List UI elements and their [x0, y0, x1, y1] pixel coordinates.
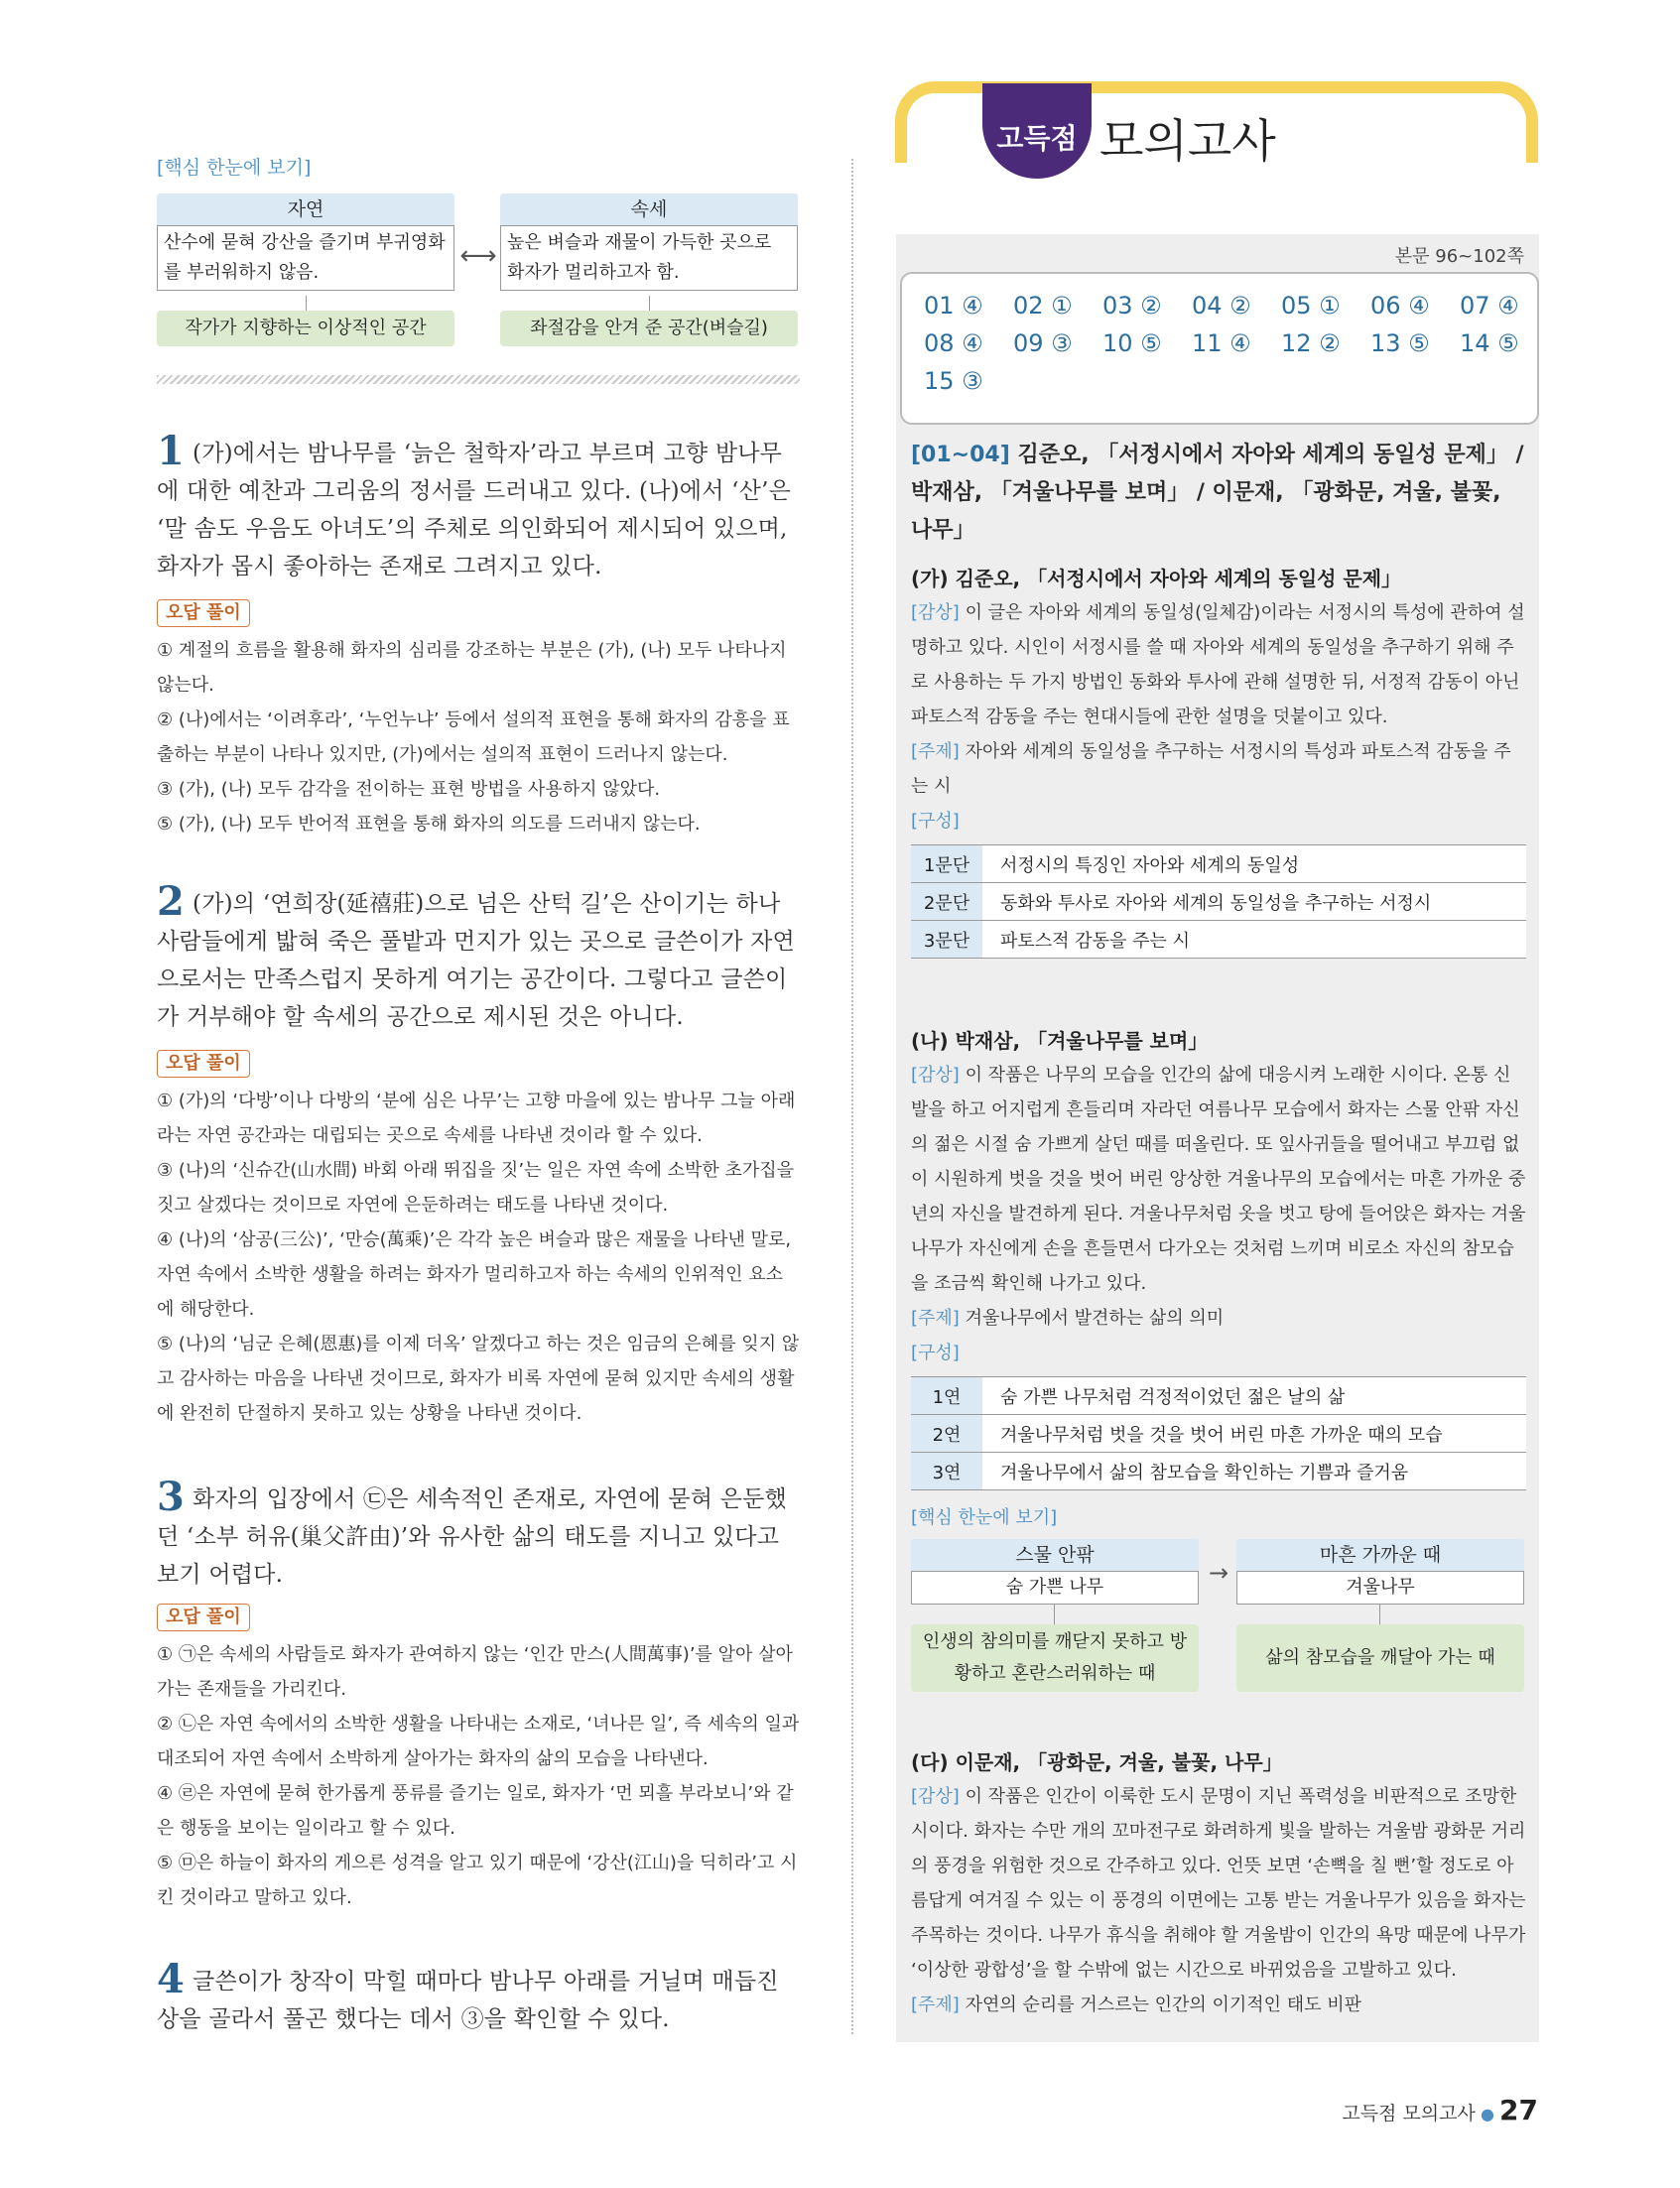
- juje-tag: [주제]: [911, 1995, 960, 2015]
- question-number: 2: [157, 878, 186, 925]
- explanation-item: ④ (나)의 ‘삼공(三公)’, ‘만승(萬乘)’은 각각 높은 벼슬과 많은 재물을 나타낸 말로, 자연 속에서 소박한 생활을 하려는 화자가 멀리하고자 하는 속세의 인위적인 요소에 해당한다.: [157, 1229, 792, 1320]
- explanation-item: ② (나)에서는 ‘이려후라’, ‘누언누냐’ 등에서 설의적 표현을 통해 화자의 감흥을 표출하는 부분이 나타나 있지만, (가)에서는 설의적 표현이 드러나지 않는다.: [157, 709, 790, 765]
- table-row: 2연 겨울나무처럼 벗을 것을 벗어 버린 마흔 가까운 때의 모습: [911, 1415, 1526, 1453]
- gamsang-tag: [감상]: [911, 1786, 960, 1807]
- na-gamsang: 이 작품은 나무의 모습을 인간의 삶에 대응시켜 노래한 시이다. 온통 신발을 하고 어지럽게 흔들리며 자라던 여름나무 모습에서 화자는 스물 안팎 자신의 젊은 시절 숨 가쁘게 살던 때를 떠올린다. 또 잎사귀들을 떨어내고 부끄럼 없이 시원하게 벗을 것을 벗어 버린 앙상한 겨울나무의 모습에서는 마흔 가까운 중년의 자신을 발견하게 된다. 겨울나무처럼 옷을 벗고 탕에 들어앉은 화자는 겨울나무가 자신에게 손을 흔들면서 다가오는 것처럼 느끼며 비로소 자신의 참모습을 조금씩 확인해 나가고 있다.: [911, 1065, 1526, 1294]
- nature-head: 자연: [157, 193, 454, 225]
- youth-body: 숨 가쁜 나무: [911, 1571, 1199, 1605]
- world-box: [500, 193, 798, 291]
- ga-juje: 자아와 세계의 동일성을 추구하는 서정시의 특성과 파토스적 감동을 주는 시: [911, 741, 1511, 797]
- odap-label: 오답 풀이: [157, 1604, 250, 1631]
- question-number: 4: [157, 1956, 186, 2002]
- answer-item: 04 ②: [1192, 292, 1251, 320]
- nature-body: 산수에 묻혀 강산을 즐기며 부귀영화를 부러워하지 않음.: [157, 225, 454, 291]
- answer-item: 12 ②: [1281, 329, 1341, 357]
- answer-item: 01 ④: [924, 292, 983, 320]
- answer-item: 03 ②: [1102, 292, 1162, 320]
- question-answer-text: 글쓴이가 창작이 막힐 때마다 밤나무 아래를 거닐며 매듭진 상을 골라서 풀곤 했다는 데서 ③을 확인할 수 있다.: [157, 1969, 779, 2032]
- arrow-right-icon: →: [1208, 1559, 1229, 1587]
- footer-dot-icon: ●: [1480, 2105, 1494, 2124]
- gamsang-tag: [감상]: [911, 602, 960, 623]
- explanation-item: ⑤ (나)의 ‘님군 은혜(恩惠)를 이제 더옥’ 알겠다고 하는 것은 임금의 은혜를 잊지 않고 감사하는 마음을 나타낸 것이므로, 화자가 비록 자연에 묻혀 있지만 속세의 생활에 완전히 단절하지 못하고 있는 상황을 나타낸 것이다.: [157, 1334, 800, 1424]
- header-title: 모의고사: [1099, 114, 1276, 168]
- explanation-item: ③ (나)의 ‘신슈간(山水間) 바회 아래 뛰집을 짓’는 일은 자연 속에 소박한 초가집을 짓고 살겠다는 것이므로 자연에 은둔하려는 태도를 나타낸 것이다.: [157, 1160, 795, 1216]
- answer-key-box: [900, 272, 1539, 425]
- middle-age-note: 삶의 참모습을 깨달아 가는 때: [1236, 1624, 1524, 1692]
- youth-head: 스물 안팎: [911, 1539, 1199, 1571]
- na-summary-tag: [핵심 한눈에 보기]: [911, 1507, 1058, 1528]
- ga-gamsang: 이 글은 자아와 세계의 동일성(일체감)이라는 서정시의 특성에 관하여 설명하고 있다. 시인이 서정시를 쓸 때 자아와 세계의 동일성을 추구하기 위해 주로 사용하는 두 가지 방법인 동화와 투사에 관해 설명한 뒤, 서정적 감동이 아닌 파토스적 감동을 주는 현대시들에 관한 설명을 덧붙이고 있다.: [911, 602, 1525, 727]
- explanation-item: ① (가)의 ‘다방’이나 다방의 ‘분에 심은 나무’는 고향 마을에 있는 밤나무 그늘 아래라는 자연 공간과는 대립되는 곳으로 속세를 나타낸 것이라 할 수 있다.: [157, 1091, 796, 1146]
- da-juje: 자연의 순리를 거스르는 인간의 이기적인 태도 비판: [965, 1995, 1362, 2015]
- question-answer-text: (가)의 ‘연희장(延禧莊)으로 넘은 산턱 길’은 산이기는 하나 사람들에게 밟혀 죽은 풀밭과 먼지가 있는 곳으로 글쓴이가 자연으로서는 만족스럽지 못하게 여기는 공간이다. 그렇다고 글쓴이가 거부해야 할 속세의 공간으로 제시된 것은 아니다.: [157, 891, 795, 1030]
- answer-item: 13 ⑤: [1370, 329, 1430, 357]
- right-content: [911, 437, 1526, 2022]
- juje-tag: [주제]: [911, 741, 960, 762]
- answer-item: 09 ③: [1013, 329, 1073, 357]
- explanation-item: ④ ㉣은 자연에 묻혀 한가롭게 풍류를 즐기는 일로, 화자가 ‘먼 뫼흘 부라보니’와 같은 행동을 보이는 일이라고 할 수 있다.: [157, 1783, 794, 1839]
- page-number: 27: [1499, 2094, 1538, 2126]
- explanation-item: ① 계절의 흐름을 활용해 화자의 심리를 강조하는 부분은 (가), (나) 모두 나타나지 않는다.: [157, 640, 787, 696]
- page-reference: 본문 96~102쪽: [1394, 246, 1524, 267]
- nature-note: 작가가 지향하는 이상적인 공간: [157, 311, 454, 346]
- divider: [157, 375, 800, 384]
- na-title: (나) 박재삼, 「겨울나무를 보며」: [911, 1029, 1209, 1053]
- answer-item: 06 ④: [1370, 292, 1430, 320]
- juje-tag: [주제]: [911, 1308, 960, 1329]
- world-note: 좌절감을 안겨 준 공간(벼슬길): [500, 311, 798, 346]
- question-answer-text: (가)에서는 밤나무를 ‘늙은 철학자’라고 부르며 고향 밤나무에 대한 예찬과 그리움의 정서를 드러내고 있다. (나)에서 ‘산’은 ‘말 솜도 우음도 아녀도’의 주체로 의인화되어 제시되어 있으며, 화자가 몹시 좋아하는 존재로 그려지고 있다.: [157, 441, 791, 579]
- na-summary-diagram: [911, 1539, 1526, 1698]
- explanation-item: ③ (가), (나) 모두 감각을 전이하는 표현 방법을 사용하지 않았다.: [157, 779, 661, 800]
- column-divider: [851, 159, 853, 2034]
- na-structure-table: [911, 1376, 1526, 1490]
- table-row: 1문단 서정시의 특징인 자아와 세계의 동일성: [911, 845, 1526, 883]
- question-number: 3: [157, 1474, 186, 1520]
- odap-label: 오답 풀이: [157, 599, 250, 627]
- ga-structure-table: [911, 844, 1526, 959]
- table-row: 2문단 동화와 투사로 자아와 세계의 동일성을 추구하는 서정시: [911, 883, 1526, 921]
- da-gamsang: 이 작품은 인간이 이룩한 도시 문명이 지닌 폭력성을 비판적으로 조망한 시이다. 화자는 수만 개의 꼬마전구로 화려하게 빛을 발하는 겨울밤 광화문 거리의 풍경을 위험한 것으로 간주하고 있다. 언뜻 보면 ‘손뼉을 칠 뻔’할 정도로 아름답게 여겨질 수 있는 이 풍경의 이면에는 고통 받는 겨울나무가 있음을 화자는 주목하는 것이다. 나무가 휴식을 취해야 할 겨울밤이 인간의 욕망 때문에 나무가 ‘이상한 광합성’을 할 수밖에 없는 시간으로 바뀌었음을 고발하고 있다.: [911, 1786, 1526, 1981]
- da-title: (다) 이문재, 「광화문, 겨울, 불꽃, 나무」: [911, 1750, 1283, 1774]
- answer-item: 08 ④: [924, 329, 983, 357]
- na-juje: 겨울나무에서 발견하는 삶의 의미: [965, 1308, 1225, 1329]
- ga-title: (가) 김준오, 「서정시에서 자아와 세계의 동일성 문제」: [911, 567, 1402, 590]
- set-title: [01~04] 김준오, 「서정시에서 자아와 세계의 동일성 문제」 / 박재삼, 「겨울나무를 보며」 / 이문재, 「광화문, 겨울, 불꽃, 나무」: [911, 443, 1524, 543]
- question-3: [157, 1474, 800, 1915]
- table-row: 3문단 파토스적 감동을 주는 시: [911, 921, 1526, 959]
- question-4: [157, 1956, 800, 2038]
- header-badge-text: 고득점: [996, 122, 1078, 155]
- summary-block: [157, 153, 802, 392]
- middle-age-head: 마흔 가까운 때: [1236, 1539, 1524, 1571]
- question-1: [157, 428, 800, 841]
- answer-item: 07 ④: [1460, 292, 1519, 320]
- footer-label: 고득점 모의고사: [1342, 2103, 1476, 2124]
- table-row: 1연 숨 가쁜 나무처럼 걱정적이었던 젊은 날의 삶: [911, 1377, 1526, 1415]
- explanation-item: ② ㉡은 자연 속에서의 소박한 생활을 나타내는 소재로, ‘녀나믄 일’, 즉 세속의 일과 대조되어 자연 속에서 소박하게 살아가는 화자의 삶의 모습을 나타낸다.: [157, 1714, 800, 1769]
- double-arrow-icon: ⟷: [459, 241, 497, 271]
- answer-item: 05 ①: [1281, 292, 1341, 320]
- answer-item: 15 ③: [924, 367, 983, 395]
- table-row: 3연 겨울나무에서 삶의 참모습을 확인하는 기쁨과 즐거움: [911, 1453, 1526, 1490]
- gusung-tag: [구성]: [911, 811, 960, 832]
- gamsang-tag: [감상]: [911, 1065, 960, 1086]
- odap-label: 오답 풀이: [157, 1050, 250, 1078]
- question-answer-text: 화자의 입장에서 ㉢은 세속적인 존재로, 자연에 묻혀 은둔했던 ‘소부 허유(巢父許由)’와 유사한 삶의 태도를 지니고 있다고 보기 어렵다.: [157, 1486, 787, 1588]
- world-body: 높은 벼슬과 재물이 가득한 곳으로 화자가 멀리하고자 함.: [500, 225, 798, 291]
- nature-box: [157, 193, 454, 291]
- answer-item: 14 ⑤: [1460, 329, 1519, 357]
- middle-age-body: 겨울나무: [1236, 1571, 1524, 1605]
- footer: [1290, 2094, 1538, 2126]
- explanation-item: ⑤ (가), (나) 모두 반어적 표현을 통해 화자의 의도를 드러내지 않는다.: [157, 814, 701, 835]
- youth-note: 인생의 참의미를 깨닫지 못하고 방황하고 혼란스러워하는 때: [911, 1624, 1199, 1692]
- summary-tag: [핵심 한눈에 보기]: [157, 157, 312, 179]
- answer-item: 11 ④: [1192, 329, 1251, 357]
- answer-item: 10 ⑤: [1102, 329, 1162, 357]
- explanation-item: ⑤ ㉤은 하늘이 화자의 게으른 성격을 알고 있기 때문에 ‘강산(江山)을 딕히라’고 시킨 것이라고 말하고 있다.: [157, 1853, 798, 1908]
- question-number: 1: [157, 428, 186, 474]
- gusung-tag: [구성]: [911, 1343, 960, 1363]
- world-head: 속세: [500, 193, 798, 225]
- answer-item: 02 ①: [1013, 292, 1073, 320]
- explanation-item: ① ㉠은 속세의 사람들로 화자가 관여하지 않는 ‘인간 만스(人間萬事)’를 알아 살아가는 존재들을 가리킨다.: [157, 1644, 793, 1700]
- question-2: [157, 878, 800, 1431]
